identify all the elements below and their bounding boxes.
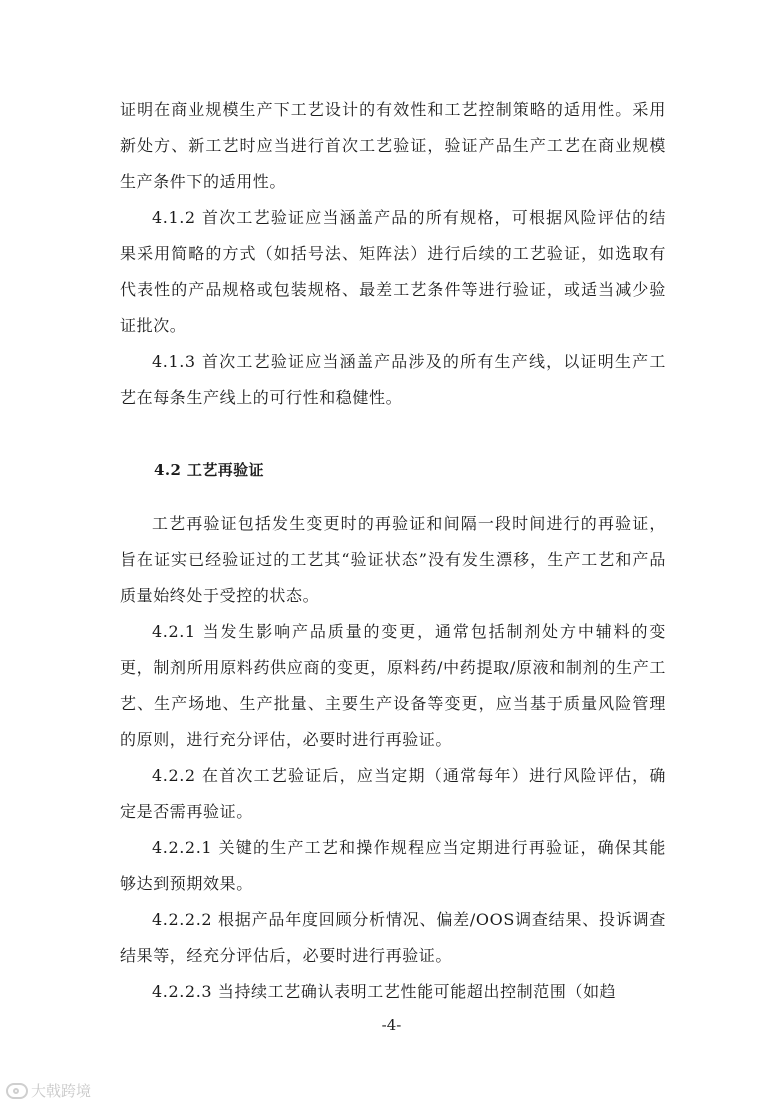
watermark [6, 1080, 91, 1101]
paragraph-4-2-2: 4.2.2 在首次工艺验证后，应当定期（通常每年）进行风险评估，确定是否需再验证。 [120, 766, 666, 821]
watermark-logo-icon [6, 1083, 28, 1099]
section-heading-4-2: 4.2 工艺再验证 [154, 461, 264, 479]
paragraph-4-2-1: 4.2.1 当发生影响产品质量的变更，通常包括制剂处方中辅料的变更，制剂所用原料药供应商的变更，原料药/中药提取/原液和制剂的生产工艺、生产场地、生产批量、主要生产设备等变更，应当基于质量风险管理的原则，进行充分评估，必要时进行再验证。 [120, 622, 666, 749]
paragraph-4-2-2-1: 4.2.2.1 关键的生产工艺和操作规程应当定期进行再验证，确保其能够达到预期效果。 [120, 838, 666, 893]
paragraph-4-1-2: 4.1.2 首次工艺验证应当涵盖产品的所有规格，可根据风险评估的结果采用简略的方式（如括号法、矩阵法）进行后续的工艺验证，如选取有代表性的产品规格或包装规格、最差工艺条件等进行验证，或适当减少验证批次。 [120, 208, 666, 335]
document-body [120, 92, 666, 1010]
watermark-text: 大戟跨境 [31, 1082, 92, 1100]
paragraph-4-2-2-2: 4.2.2.2 根据产品年度回顾分析情况、偏差/OOS调查结果、投诉调查结果等，经充分评估后，必要时进行再验证。 [120, 910, 666, 965]
paragraph-revalidation-intro: 工艺再验证包括发生变更时的再验证和间隔一段时间进行的再验证，旨在证实已经验证过的工艺其“验证状态”没有发生漂移，生产工艺和产品质量始终处于受控的状态。 [120, 514, 666, 605]
paragraph-4-2-2-3: 4.2.2.3 当持续工艺确认表明工艺性能可能超出控制范围（如趋 [152, 982, 617, 1001]
page-number: -4- [381, 1016, 402, 1034]
paragraph-intro-continued: 证明在商业规模生产下工艺设计的有效性和工艺控制策略的适用性。采用新处方、新工艺时应当进行首次工艺验证，验证产品生产工艺在商业规模生产条件下的适用性。 [120, 100, 666, 191]
paragraph-4-1-3: 4.1.3 首次工艺验证应当涵盖产品涉及的所有生产线，以证明生产工艺在每条生产线上的可行性和稳健性。 [120, 352, 666, 407]
